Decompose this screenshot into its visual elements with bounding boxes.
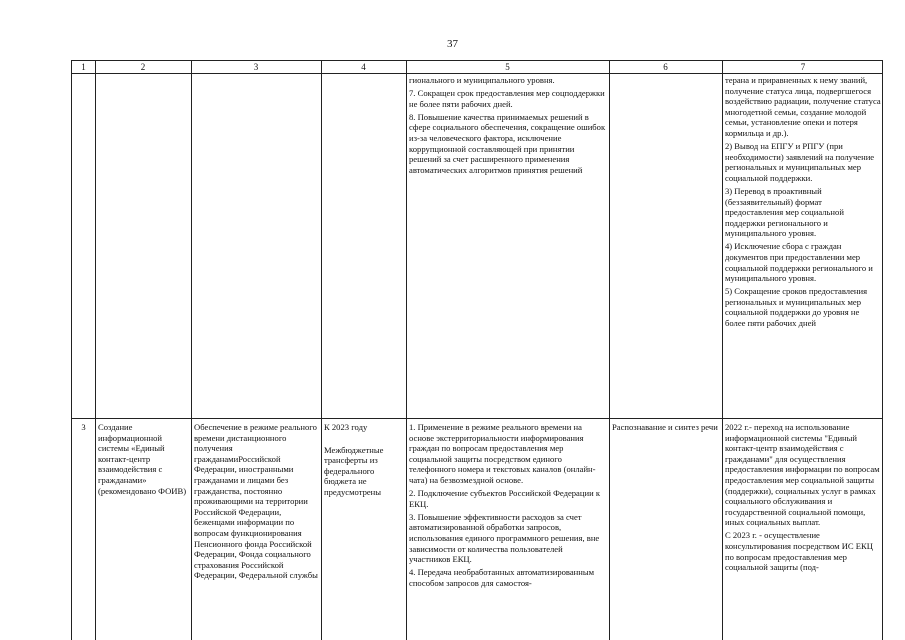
cont-col7-para: 2) Вывод на ЕПГУ и РПГУ (при необходимости) заявлений на получение региональных и муниципальных мер социальной поддержки. [725,141,875,183]
cont-row-col5 [406,74,609,418]
row3-number: 3 [81,422,86,432]
row3-deadline-funding [321,421,406,640]
header-col-7: 7 [800,62,806,72]
cont-col7-para: 4) Исключение сбора с граждан документов при предоставлении мер социальной поддержки регионального и муниципального уровня. [725,241,873,284]
cont-col7-para: терана и приравненных к нему званий, получение статуса лица, подвергшегося воздействию радиации, получение статуса многодетной семьи, создание молодой семьи, установление опеки и потеря кормильца и др.). [725,75,881,138]
row3-effect-item: 3. Повышение эффективности расходов за счет автоматизированной обработки запросов, использования единого программного решения, вне зависимости от количества пользователей участников ЕКЦ. [409,511,600,565]
header-col-3: 3 [253,62,259,72]
table [71,60,883,640]
header-col-5: 5 [505,62,510,72]
row3-effect-item: 1. Применение в режиме реального времени на основе экстерриториальности информирования граждан по вопросам предоставления мер социальной защиты посредством единого телефонного номера и текстовых каналов (онлайн-чата) на безвозмездной основе. [409,422,596,485]
cont-col5-para: гионального и муниципального уровня. [409,75,555,85]
row3-result-item: С 2023 г. - осуществление консультирования посредством ИС ЕКЦ по вопросам предоставления мер социальной защиты (под- [725,530,873,573]
page-number: 37 [447,38,458,50]
header-col-2: 2 [140,62,146,72]
cont-col7-para: 5) Сокращение сроков предоставления региональных и муниципальных мер социальной поддержки до уровня не более пяти рабочих дней [725,286,868,329]
row3-measure-name: Создание информационной системы «Единый контакт-центр взаимодействия с гражданами» (рекомендовано ФОИВ) [98,422,187,496]
row3-effect-item: 4. Передача необработанных автоматизированным способом запросов для самостоя- [409,567,595,588]
header-col-6: 6 [663,62,668,72]
row3-funding: Межбюджетные трансферты из федерального бюджета не предусмотрены [324,444,384,497]
row3-effect-item: 2. Подключение субъектов Российской Федерации к ЕКЦ. [409,488,600,509]
row3-result-item: 2022 г.- переход на использование информационной системы "Единый контакт-центр взаимодействия с гражданами" для осуществления предоставления информации по вопросам предоставления мер социальной защиты (поддержки), социальных услуг в рамках социального обслуживания и государственной социальной помощи, иных социальных выплат. [725,422,880,528]
header-col-1: 1 [81,62,86,72]
row3-deadline: К 2023 году [324,422,368,432]
cont-col5-para: 8. Повышение качества принимаемых решений в сфере социального обеспечения, сокращение ошибок из-за человеческого фактора, исключение коррупционной составляющей при принятии решений за счет расширенного применения автоматических алгоритмов принятия решений [409,111,606,175]
header-col-4: 4 [361,62,366,72]
row3-technology: Распознавание и синтез речи [612,422,718,432]
row3-results [722,421,883,640]
cont-col7-para: 3) Перевод в проактивный (беззаявительный) формат предоставления мер социальной поддержки регионального и муниципального уровня. [725,185,844,239]
cont-row-col7 [722,74,883,418]
cont-col5-para: 7. Сокращен срок предоставления мер соцподдержки не более пяти рабочих дней. [409,88,605,109]
row3-goal: Обеспечение в режиме реального времени дистанционного получения гражданамиРоссийской Федерации, иностранными гражданами и лицами без гражданства, постоянно проживающими на территории Российской Федерации, беженцами информации по вопросам функционирования Пенсионного фонда Российской Федерации, Фонда социального страхования Российской Федерации, Федеральной службы [194,422,318,581]
row3-effects [406,421,609,640]
